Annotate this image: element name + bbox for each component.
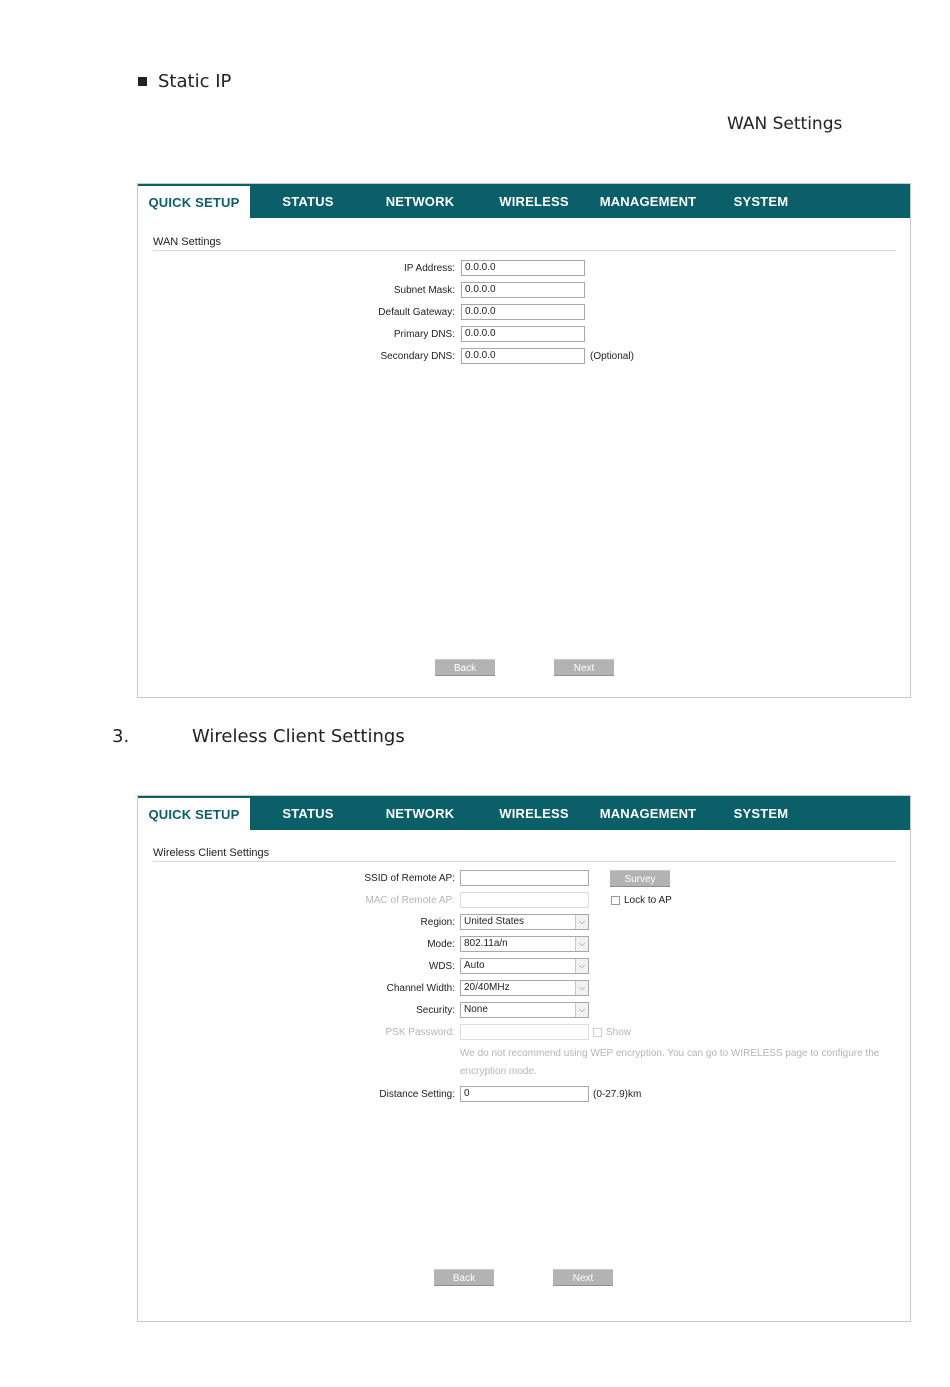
next-button[interactable]: Next xyxy=(554,659,614,676)
distance-setting-input[interactable]: 0 xyxy=(460,1086,589,1102)
tab-network[interactable]: NETWORK xyxy=(385,806,455,821)
channel-width-label: Channel Width: xyxy=(386,983,455,994)
secondary-dns-label: Secondary DNS: xyxy=(380,351,455,362)
security-label: Security: xyxy=(416,1005,455,1016)
tab-management[interactable]: MANAGEMENT xyxy=(599,194,697,209)
mac-input[interactable] xyxy=(460,892,589,908)
tab-network[interactable]: NETWORK xyxy=(385,194,455,209)
mac-label: MAC of Remote AP: xyxy=(365,895,455,906)
section-divider xyxy=(153,250,896,251)
chevron-down-icon[interactable]: ⌵ xyxy=(575,1003,588,1017)
wireless-client-settings-screenshot xyxy=(137,795,911,1322)
ip-address-input[interactable]: 0.0.0.0 xyxy=(461,260,585,276)
tab-management[interactable]: MANAGEMENT xyxy=(599,806,697,821)
wep-warning-text: We do not recommend using WEP encryption. You can go to WIRELESS page to configure the encryption mode. xyxy=(460,1048,880,1077)
tab-wireless[interactable]: WIRELESS xyxy=(499,194,569,209)
top-nav-bar xyxy=(138,796,910,830)
section-title: WAN Settings xyxy=(153,236,222,248)
ssid-label: SSID of Remote AP: xyxy=(364,873,455,884)
region-value: United States xyxy=(464,916,525,927)
ssid-input[interactable] xyxy=(460,870,589,886)
wan-settings-screenshot xyxy=(137,183,911,698)
subnet-mask-input[interactable]: 0.0.0.0 xyxy=(461,282,585,298)
chevron-down-icon[interactable]: ⌵ xyxy=(575,915,588,929)
tab-status[interactable]: STATUS xyxy=(282,806,334,821)
tab-system[interactable]: SYSTEM xyxy=(733,806,789,821)
wds-select[interactable] xyxy=(460,958,589,974)
channel-width-value: 20/40MHz xyxy=(464,982,510,993)
chevron-down-icon[interactable]: ⌵ xyxy=(575,937,588,951)
chevron-down-icon[interactable]: ⌵ xyxy=(575,981,588,995)
distance-range-note: (0-27.9)km xyxy=(593,1089,642,1100)
mode-select[interactable] xyxy=(460,936,589,952)
static-ip-heading: Static IP xyxy=(158,71,232,92)
wds-label: WDS: xyxy=(428,961,455,972)
back-button[interactable]: Back xyxy=(434,1269,494,1286)
region-select[interactable] xyxy=(460,914,589,930)
wireless-client-heading: Wireless Client Settings xyxy=(192,726,405,747)
next-button[interactable]: Next xyxy=(553,1269,613,1286)
top-nav-bar xyxy=(138,184,910,218)
section-divider xyxy=(153,861,896,862)
tab-quick-setup[interactable]: QUICK SETUP xyxy=(138,184,250,220)
show-password-checkbox[interactable] xyxy=(593,1028,602,1037)
tab-wireless[interactable]: WIRELESS xyxy=(499,806,569,821)
security-value: None xyxy=(464,1004,488,1015)
back-button[interactable]: Back xyxy=(435,659,495,676)
region-label: Region: xyxy=(420,917,455,928)
lock-to-ap-label: Lock to AP xyxy=(624,895,672,906)
chevron-down-icon[interactable]: ⌵ xyxy=(575,959,588,973)
bullet-square-icon xyxy=(138,77,147,86)
psk-password-label: PSK Password: xyxy=(385,1027,455,1038)
step-number: 3. xyxy=(112,726,130,747)
section-title: Wireless Client Settings xyxy=(153,847,270,859)
mode-value: 802.11a/n xyxy=(464,938,508,949)
survey-button[interactable]: Survey xyxy=(610,870,670,887)
psk-password-input[interactable] xyxy=(460,1024,589,1040)
tab-status[interactable]: STATUS xyxy=(282,194,334,209)
tab-quick-setup[interactable]: QUICK SETUP xyxy=(138,796,250,832)
show-password-label: Show xyxy=(606,1027,632,1038)
security-select[interactable] xyxy=(460,1002,589,1018)
primary-dns-label: Primary DNS: xyxy=(393,329,455,340)
secondary-dns-input[interactable]: 0.0.0.0 xyxy=(461,348,585,364)
default-gateway-label: Default Gateway: xyxy=(378,307,455,318)
tab-system[interactable]: SYSTEM xyxy=(733,194,789,209)
wds-value: Auto xyxy=(464,960,485,971)
lock-to-ap-checkbox[interactable] xyxy=(611,896,620,905)
mode-label: Mode: xyxy=(427,939,455,950)
wan-settings-reference: WAN Settings xyxy=(727,114,843,134)
subnet-mask-label: Subnet Mask: xyxy=(393,285,455,296)
channel-width-select[interactable] xyxy=(460,980,589,996)
distance-setting-label: Distance Setting: xyxy=(379,1089,455,1100)
default-gateway-input[interactable]: 0.0.0.0 xyxy=(461,304,585,320)
primary-dns-input[interactable]: 0.0.0.0 xyxy=(461,326,585,342)
optional-note: (Optional) xyxy=(590,351,634,362)
ip-address-label: IP Address: xyxy=(404,263,455,274)
